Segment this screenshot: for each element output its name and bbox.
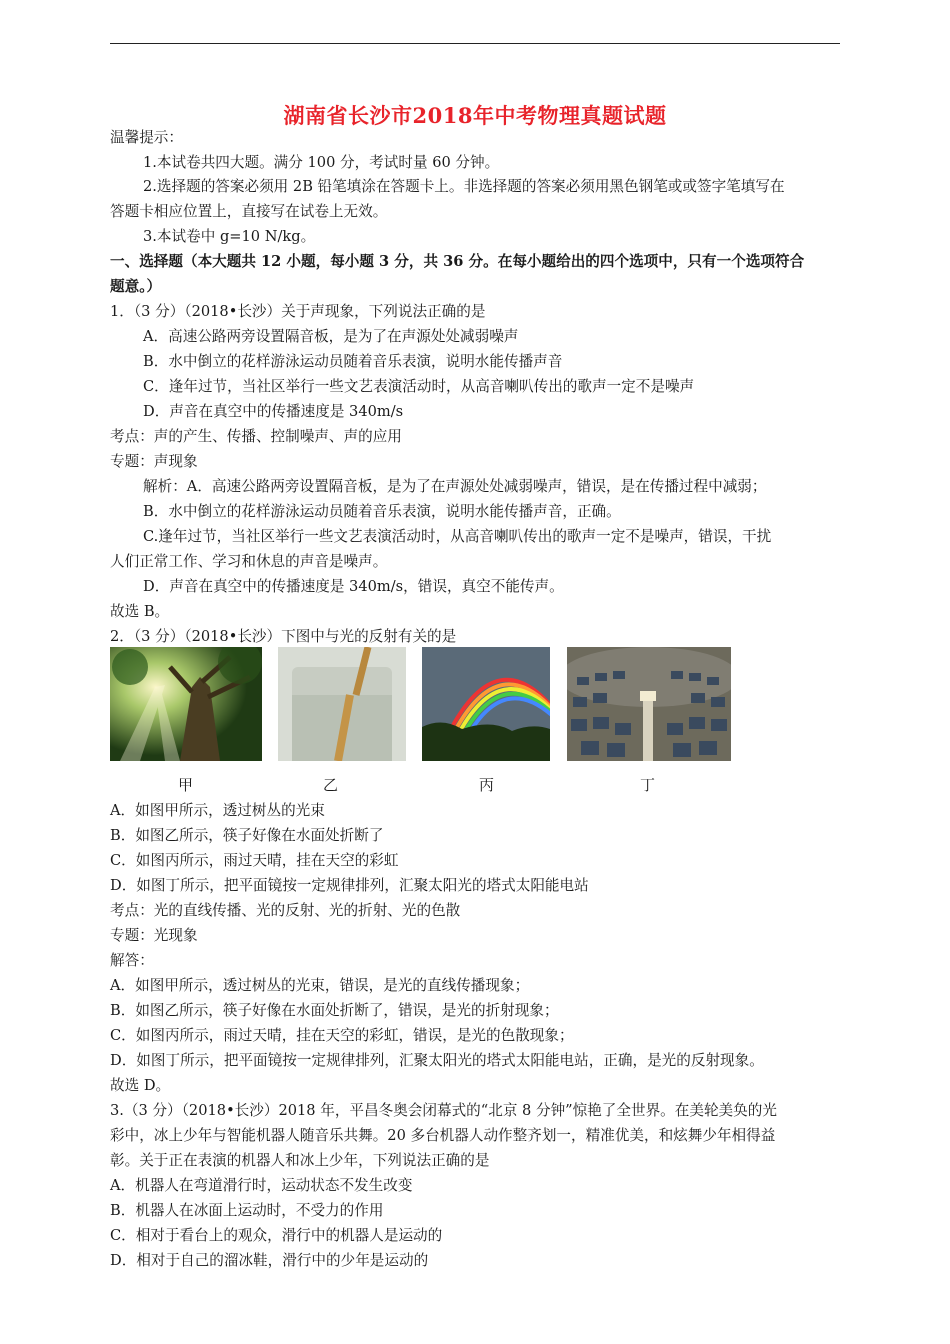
text-line: 彩中，冰上少年与智能机器人随音乐共舞。20 多台机器人动作整齐划一，精准优美，和炫舞少年相得益 xyxy=(110,1127,776,1144)
caption-jia: 甲 xyxy=(178,776,194,794)
text-line: 故选 D。 xyxy=(110,1077,171,1094)
option-line: D．声音在真空中的传播速度是 340m/s xyxy=(143,403,404,420)
option-line: C．如图丙所示，雨过天晴，挂在天空的彩虹 xyxy=(110,852,399,869)
photo-chopstick-in-water xyxy=(278,647,406,761)
option-line: B．水中倒立的花样游泳运动员随着音乐表演，说明水能传播声音 xyxy=(143,353,563,370)
option-line: B．机器人在冰面上运动时，不受力的作用 xyxy=(110,1202,384,1219)
text-line: 2.选择题的答案必须用 2B 铅笔填涂在答题卡上。非选择题的答案必须用黑色钢笔或或签字笔填写在 xyxy=(143,178,785,195)
text-line: C.逢年过节，当社区举行一些文艺表演活动时，从高音喇叭传出的歌声一定不是噪声，错误，干扰 xyxy=(143,528,772,545)
text-line: 温馨提示： xyxy=(110,129,183,146)
text-line: C．如图丙所示，雨过天晴，挂在天空的彩虹，错误，是光的色散现象； xyxy=(110,1027,574,1044)
option-line: D．相对于自己的溜冰鞋，滑行中的少年是运动的 xyxy=(110,1252,429,1269)
caption-bing: 丙 xyxy=(479,776,495,794)
option-line: C．相对于看台上的观众，滑行中的机器人是运动的 xyxy=(110,1227,443,1244)
section-heading: 题意。） xyxy=(110,278,162,295)
question-3: 3.（3 分）（2018•长沙）2018 年，平昌冬奥会闭幕式的“北京 8 分钟”惊艳了全世界。在美轮美奂的光 xyxy=(110,1102,777,1119)
photo-solar-tower-station xyxy=(567,647,731,761)
text-line: 答题卡相应位置上，直接写在试卷上无效。 xyxy=(110,203,388,220)
text-line: 考点：光的直线传播、光的反射、光的折射、光的色散 xyxy=(110,902,461,919)
text-line: D．声音在真空中的传播速度是 340m/s，错误，真空不能传声。 xyxy=(143,578,564,595)
header-rule xyxy=(110,43,840,44)
text-line: 考点：声的产生、传播、控制噪声、声的应用 xyxy=(110,428,402,445)
option-line: A．高速公路两旁设置隔音板，是为了在声源处处减弱噪声 xyxy=(143,328,519,345)
page-title: 湖南省长沙市2018年中考物理真题试题 xyxy=(283,103,667,128)
question-1: 1．（3 分）（2018•长沙）关于声现象，下列说法正确的是 xyxy=(110,303,486,320)
text-line: 解答： xyxy=(110,952,154,969)
option-line: A．如图甲所示，透过树丛的光束 xyxy=(110,802,325,819)
question-2: 2．（3 分）（2018•长沙）下图中与光的反射有关的是 xyxy=(110,628,457,645)
text-line: 故选 B。 xyxy=(110,603,170,620)
text-line: 专题：光现象 xyxy=(110,927,198,944)
option-line: D．如图丁所示，把平面镜按一定规律排列，汇聚太阳光的塔式太阳能电站 xyxy=(110,877,589,894)
option-line: C．逢年过节，当社区举行一些文艺表演活动时，从高音喇叭传出的歌声一定不是噪声 xyxy=(143,378,695,395)
text-line: D．如图丁所示，把平面镜按一定规律排列，汇聚太阳光的塔式太阳能电站，正确，是光的反射现象。 xyxy=(110,1052,764,1069)
text-line: B．如图乙所示，筷子好像在水面处折断了，错误，是光的折射现象； xyxy=(110,1002,559,1019)
option-line: B．如图乙所示，筷子好像在水面处折断了 xyxy=(110,827,384,844)
photo-tree-light-beams xyxy=(110,647,262,761)
section-heading: 一、选择题（本大题共 12 小题，每小题 3 分，共 36 分。在每小题给出的四个选项中，只有一个选项符合 xyxy=(110,253,805,270)
text-line: 专题：声现象 xyxy=(110,453,198,470)
text-line: 3.本试卷中 g=10 N/kg。 xyxy=(143,228,316,245)
text-line: A．如图甲所示，透过树丛的光束，错误，是光的直线传播现象； xyxy=(110,977,530,994)
photo-rainbow xyxy=(422,647,550,761)
text-line: 1.本试卷共四大题。满分 100 分，考试时量 60 分钟。 xyxy=(143,154,500,171)
text-line: B．水中倒立的花样游泳运动员随着音乐表演，说明水能传播声音，正确。 xyxy=(143,503,621,520)
option-line: A．机器人在弯道滑行时，运动状态不发生改变 xyxy=(110,1177,413,1194)
text-line: 彰。关于正在表演的机器人和冰上少年，下列说法正确的是 xyxy=(110,1152,490,1169)
text-line: 解析：A．高速公路两旁设置隔音板，是为了在声源处处减弱噪声，错误，是在传播过程中减弱； xyxy=(143,478,767,495)
text-line: 人们正常工作、学习和休息的声音是噪声。 xyxy=(110,553,388,570)
caption-yi: 乙 xyxy=(323,776,339,794)
caption-ding: 丁 xyxy=(640,776,656,794)
